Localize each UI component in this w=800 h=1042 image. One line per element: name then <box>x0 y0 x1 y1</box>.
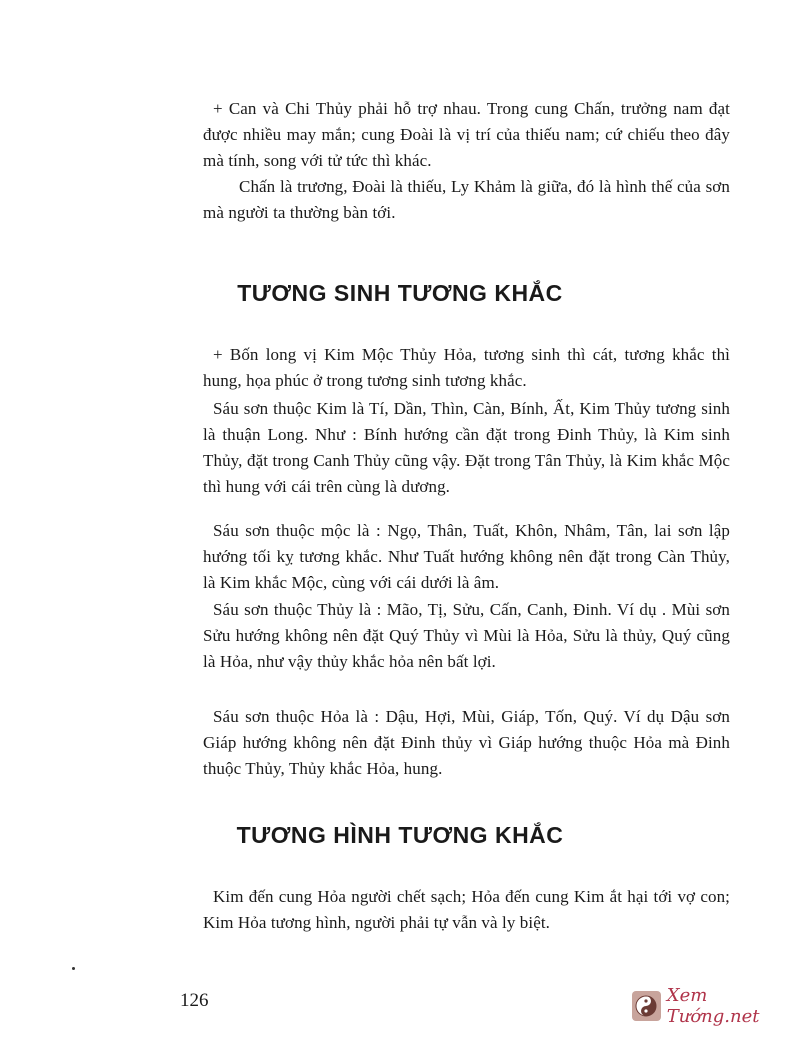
section1-paragraph-4: Sáu sơn thuộc Thủy là : Mão, Tị, Sửu, Cấn, Canh, Đinh. Ví dụ . Mùi sơn Sửu hướng không nên đặt Quý Thủy vì Mùi là Hỏa, Sửu là thủy, Quý cũng là Hỏa, như vậy thủy khắc hỏa nên bất lợi. <box>203 600 730 671</box>
section1-paragraph-5: Sáu sơn thuộc Hỏa là : Dậu, Hợi, Mùi, Giáp, Tốn, Quý. Ví dụ Dậu sơn Giáp hướng không nên đặt Đinh thủy vì Giáp hướng thuộc Hỏa mà Đinh thuộc Thủy, Thủy khắc Hỏa, hung. <box>203 707 730 778</box>
stray-mark <box>72 967 75 970</box>
page-number: 126 <box>180 990 209 1011</box>
watermark <box>632 985 800 1027</box>
watermark-text: Xem Tướng.net <box>666 985 760 1027</box>
intro-paragraph-1: + Can và Chi Thủy phải hỗ trợ nhau. Trong cung Chấn, trưởng nam đạt được nhiều may mắn; cung Đoài là vị trí của thiếu nam; cứ chiếu theo đây mà tính, song với tử tức thì khác. <box>203 99 730 170</box>
section1-paragraph-3: Sáu sơn thuộc mộc là : Ngọ, Thân, Tuất, Khôn, Nhâm, Tân, lai sơn lập hướng tối kỵ tương khắc. Như Tuất hướng không nên đặt trong Càn Thủy, là Kim khắc Mộc, cùng với cái dưới là âm. <box>203 521 730 592</box>
section1-paragraph-1: + Bốn long vị Kim Mộc Thủy Hỏa, tương sinh thì cát, tương khắc thì hung, họa phúc ở trong tương sinh tương khắc. <box>203 345 730 390</box>
section-heading-tuong-sinh: TƯƠNG SINH TƯƠNG KHẮC <box>237 280 563 306</box>
section-heading-tuong-hinh: TƯƠNG HÌNH TƯƠNG KHẮC <box>236 822 564 848</box>
intro-paragraph-2: Chấn là trương, Đoài là thiếu, Ly Khảm là giữa, đó là hình thế của sơn mà người ta thường bàn tới. <box>203 177 730 222</box>
yin-yang-icon <box>632 991 661 1021</box>
section1-paragraph-2: Sáu sơn thuộc Kim là Tí, Dần, Thìn, Càn, Bính, Ất, Kim Thủy tương sinh là thuận Long. Như : Bính hướng cần đặt trong Đinh Thủy, là Kim sinh Thủy, đặt trong Canh Thủy cũng vậy. Đặt trong Tân Thủy, là Kim khắc Mộc thì hung với cái trên cùng là dương. <box>203 399 730 496</box>
section2-paragraph-1: Kim đến cung Hỏa người chết sạch; Hỏa đến cung Kim ắt hại tới vợ con; Kim Hỏa tương hình, người phải tự vẫn và ly biệt. <box>203 887 730 932</box>
